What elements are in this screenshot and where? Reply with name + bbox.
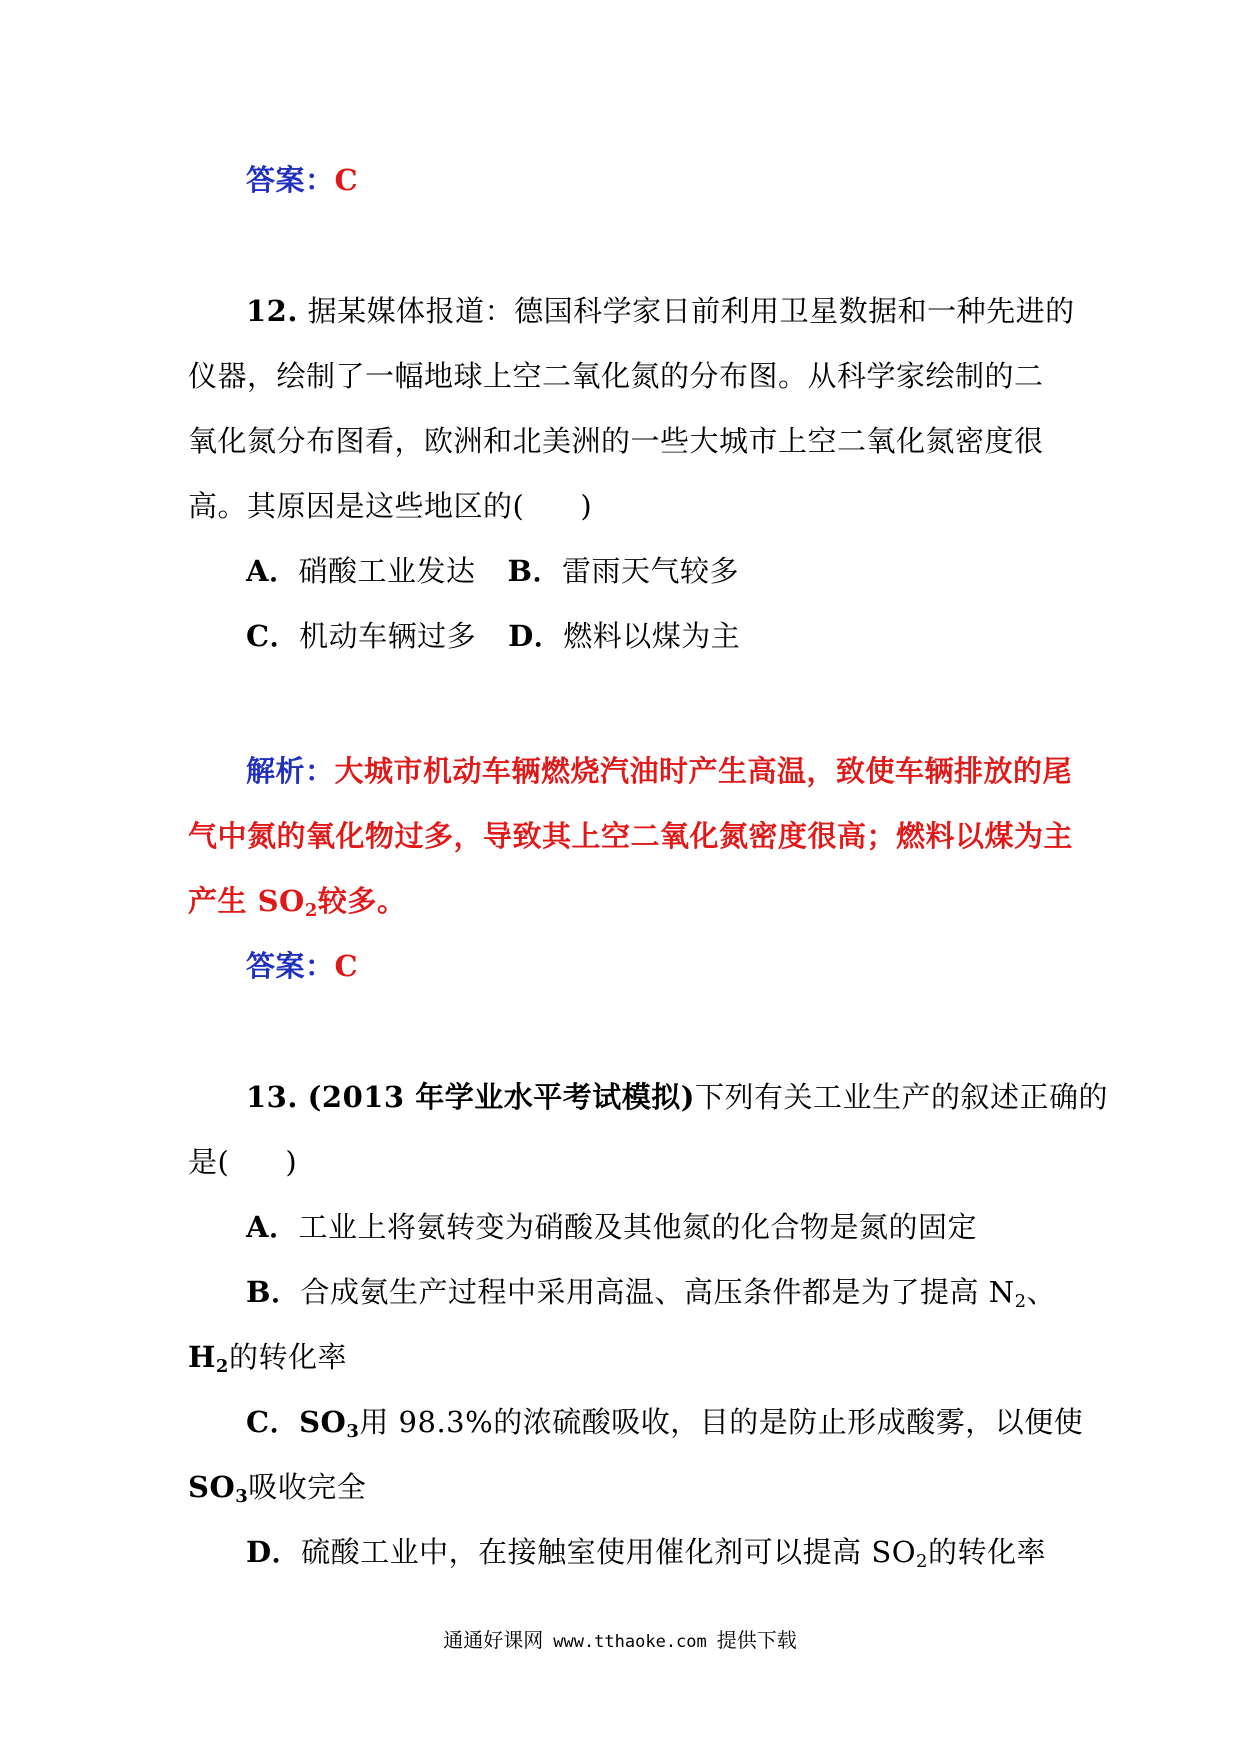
- q12-number: 12.: [246, 294, 298, 328]
- q13-option-d: D．硫酸工业中，在接触室使用催化剂可以提高 $SO_2$的转化率: [246, 1535, 1046, 1572]
- q12-analysis-line1: 解析：大城市机动车辆燃烧汽油时产生高温，致使车辆排放的尾: [246, 754, 1073, 788]
- q13-number: 13.: [246, 1080, 298, 1114]
- q12-options-row2: [246, 616, 740, 656]
- option-letter: B．: [507, 554, 563, 588]
- q12-stem-line3: 氧化氮分布图看，欧洲和北美洲的一些大城市上空二氧化氮密度很: [188, 424, 1044, 458]
- option-text: 工业上将氨转变为硝酸及其他氮的化合物是氮的固定: [298, 1210, 978, 1244]
- page-footer: [0, 1625, 1240, 1657]
- answer-value: C: [334, 163, 359, 197]
- q12-options-row1: [246, 551, 739, 591]
- q13-stem-line1: 13. (2013 年学业水平考试模拟)下列有关工业生产的叙述正确的: [246, 1080, 1108, 1114]
- option-text: 机动车辆过多: [299, 619, 477, 653]
- previous-answer: [246, 160, 358, 200]
- option-letter: C．: [246, 1405, 300, 1439]
- q13-option-a: [246, 1207, 977, 1247]
- q13-option-c-line1: C．$SO_3$用 98.3%的浓硫酸吸收，目的是防止形成酸雾，以便使: [246, 1405, 1084, 1442]
- option-text: 燃料以煤为主: [563, 619, 741, 653]
- answer-label: 答案：: [246, 163, 335, 197]
- q13-stem-line2: 是( ): [188, 1145, 298, 1179]
- analysis-label: 解析：: [246, 754, 335, 788]
- answer-value: C: [334, 949, 359, 983]
- option-letter: B．: [246, 1275, 301, 1309]
- q13-source: (2013 年学业水平考试模拟): [307, 1080, 695, 1114]
- q12-answer: [246, 946, 358, 986]
- footer-site: 通通好课网: [443, 1628, 544, 1652]
- q13-option-b-line2: $H_2$的转化率: [188, 1340, 347, 1377]
- option-text: 雷雨天气较多: [562, 554, 740, 588]
- q12-stem-line1: 12. 据某媒体报道：德国科学家日前利用卫星数据和一种先进的: [246, 294, 1075, 328]
- footer-suffix: 提供下载: [716, 1628, 797, 1652]
- option-letter: D．: [508, 619, 564, 653]
- option-text: 硝酸工业发达: [298, 554, 476, 588]
- q12-stem-line2: 仪器，绘制了一幅地球上空二氧化氮的分布图。从科学家绘制的二: [188, 359, 1044, 393]
- q13-option-c-line2: $SO_3$吸收完全: [188, 1470, 367, 1507]
- answer-label: 答案：: [246, 949, 335, 983]
- option-letter: C．: [246, 619, 300, 653]
- q12-analysis-line3: 产生 $SO_2$较多。: [188, 884, 407, 921]
- option-letter: A．: [246, 1210, 299, 1244]
- option-letter: A．: [246, 554, 299, 588]
- footer-url[interactable]: www.tthaoke.com: [553, 1632, 707, 1652]
- option-letter: D．: [246, 1535, 302, 1569]
- q12-analysis-line2: 气中氮的氧化物过多，导致其上空二氧化氮密度很高；燃料以煤为主: [188, 819, 1074, 853]
- q13-option-b-line1: B．合成氨生产过程中采用高温、高压条件都是为了提高 $N_2$、: [246, 1275, 1057, 1312]
- q12-stem-line4: 高。其原因是这些地区的( ): [188, 489, 593, 523]
